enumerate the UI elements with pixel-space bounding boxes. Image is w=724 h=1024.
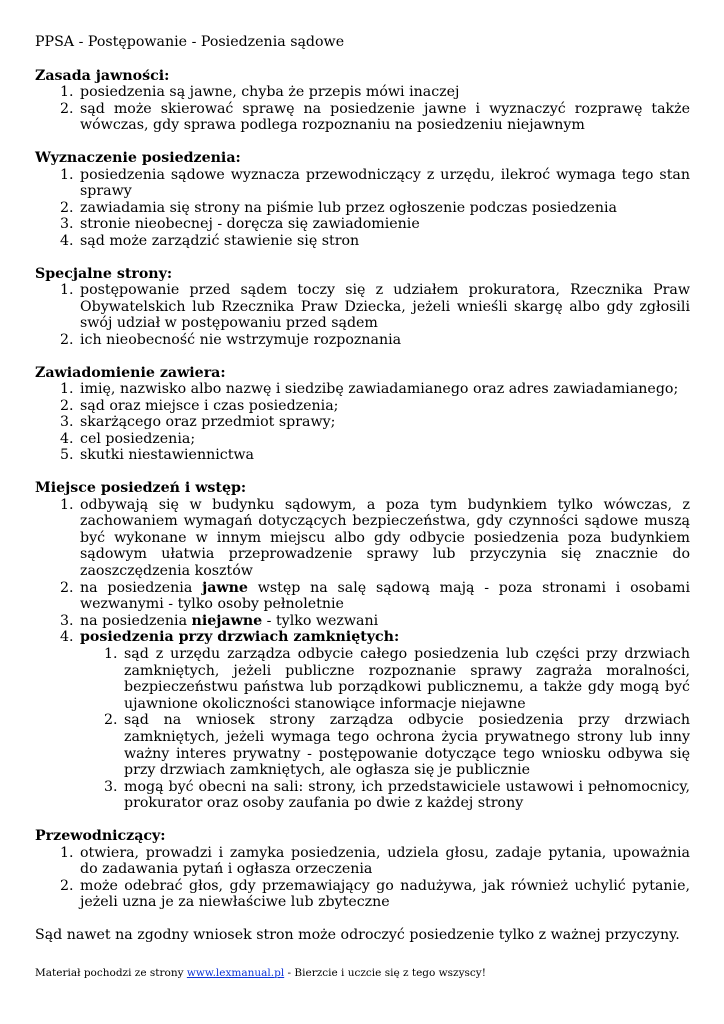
list-item: 5. skutki niestawiennictwa	[78, 447, 690, 464]
numbered-list	[35, 167, 690, 250]
item-text: na posiedzenia	[80, 612, 192, 629]
closing-paragraph: Sąd nawet na zgodny wniosek stron może odroczyć posiedzenie tylko z ważnej przyczyny.	[35, 926, 680, 943]
section-przewodniczacy	[35, 828, 690, 911]
footer	[35, 966, 486, 980]
section-heading: Miejsce posiedzeń i wstęp:	[35, 480, 247, 497]
section-heading: Przewodniczący:	[35, 827, 166, 844]
list-item: 2. sąd może skierować sprawę na posiedzenie jawne i wyznaczyć rozprawę także wówczas, gdy sprawa podlega rozpoznaniu na posiedzeniu niejawnym	[78, 101, 690, 134]
section-wyznaczenie-posiedzenia	[35, 150, 690, 250]
footer-link[interactable]: www.lexmanual.pl	[186, 967, 285, 979]
list-item: 4. cel posiedzenia;	[78, 431, 690, 448]
numbered-list	[35, 497, 690, 812]
nested-list-item: 3. mogą być obecni na sali: strony, ich przedstawiciele ustawowi i pełnomocnicy, prokurator oraz osoby zaufania po dwie z każdej strony	[122, 779, 690, 812]
numbered-list	[35, 282, 690, 348]
nested-list-item: 1. sąd z urzędu zarządza odbycie całego posiedzenia lub części przy drzwiach zamkniętych, jeżeli publiczne rozpoznanie sprawy zagraża moralności, bezpieczeństwu państwa lub porządkowi publicznemu, a także gdy mogą być ujawnione okoliczności stanowiące informacje niejawne	[122, 646, 690, 712]
list-item: 1. otwiera, prowadzi i zamyka posiedzenia, udziela głosu, zadaje pytania, upoważnia do zadawania pytań i ogłasza orzeczenia	[78, 845, 690, 878]
section-miejsce-posiedzen	[35, 480, 690, 812]
list-item: 4. sąd może zarządzić stawienie się stron	[78, 233, 690, 250]
subsection-heading: posiedzenia przy drzwiach zamkniętych:	[80, 629, 400, 646]
list-item: 2. ich nieobecność nie wstrzymuje rozpoznania	[78, 332, 690, 349]
numbered-list	[35, 84, 690, 134]
list-item: 1. postępowanie przed sądem toczy się z udziałem prokuratora, Rzecznika Praw Obywatelskich lub Rzecznika Praw Dziecka, jeżeli wnieśli skargę albo gdy zgłosili swój udział w postępowaniu przed sądem	[78, 282, 690, 332]
emphasis-niejawne: niejawne	[191, 612, 263, 629]
nested-list-item: 2. sąd na wniosek strony zarządza odbycie posiedzenia przy drzwiach zamkniętych, jeżeli wymaga tego ochrona życia prywatnego strony lub inny ważny interes prywatny - postępowanie dotyczące tego wniosku odbywa się przy drzwiach zamkniętych, ale ogłasza się je publicznie	[122, 712, 690, 778]
section-heading: Zasada jawności:	[35, 67, 170, 84]
list-item: 1. imię, nazwisko albo nazwę i siedzibę zawiadamianego oraz adres zawiadamianego;	[78, 381, 690, 398]
section-specjalne-strony	[35, 266, 690, 349]
list-item: 2. zawiadamia się strony na piśmie lub przez ogłoszenie podczas posiedzenia	[78, 200, 690, 217]
item-text: na posiedzenia	[80, 579, 203, 596]
nested-numbered-list	[80, 646, 690, 812]
list-item: 1. posiedzenia sądowe wyznacza przewodniczący z urzędu, ilekroć wymaga tego stan sprawy	[78, 167, 690, 200]
document-body	[35, 34, 690, 958]
footer-text: Materiał pochodzi ze strony	[35, 967, 187, 979]
section-heading: Zawiadomienie zawiera:	[35, 364, 226, 381]
page-title: PPSA - Postępowanie - Posiedzenia sądowe	[35, 34, 345, 50]
section-zawiadomienie	[35, 365, 690, 465]
list-item: 2. sąd oraz miejsce i czas posiedzenia;	[78, 398, 690, 415]
item-text: wstęp na salę sądową mają - poza stronami i osobami wezwanymi - tylko osoby pełnoletnie	[80, 579, 690, 613]
numbered-list	[35, 845, 690, 911]
list-item: 1. odbywają się w budynku sądowym, a poza tym budynkiem tylko wówczas, z zachowaniem wymagań dotyczących bezpieczeństwa, gdy czynności sądowe muszą być wykonane w innym miejscu albo gdy odbycie posiedzenia poza budynkiem sądowym ułatwia przeprowadzenie sprawy lub przyczynia się znacznie do zaoszczędzenia kosztów	[78, 497, 690, 580]
emphasis-jawne: jawne	[202, 579, 248, 596]
list-item: 2. może odebrać głos, gdy przemawiający go nadużywa, jak również uchylić pytanie, jeżeli uzna je za niewłaściwe lub zbyteczne	[78, 878, 690, 911]
list-item	[78, 580, 690, 613]
numbered-list	[35, 381, 690, 464]
item-text: - tylko wezwani	[262, 612, 379, 629]
list-item	[78, 629, 690, 812]
section-heading: Specjalne strony:	[35, 265, 173, 282]
footer-text: - Bierzcie i uczcie się z tego wszyscy!	[284, 967, 486, 979]
list-item: 3. skarżącego oraz przedmiot sprawy;	[78, 414, 690, 431]
list-item	[78, 613, 690, 630]
section-zasada-jawnosci	[35, 68, 690, 134]
list-item: 1. posiedzenia są jawne, chyba że przepis mówi inaczej	[78, 84, 690, 101]
section-heading: Wyznaczenie posiedzenia:	[35, 149, 241, 166]
list-item: 3. stronie nieobecnej - doręcza się zawiadomienie	[78, 216, 690, 233]
